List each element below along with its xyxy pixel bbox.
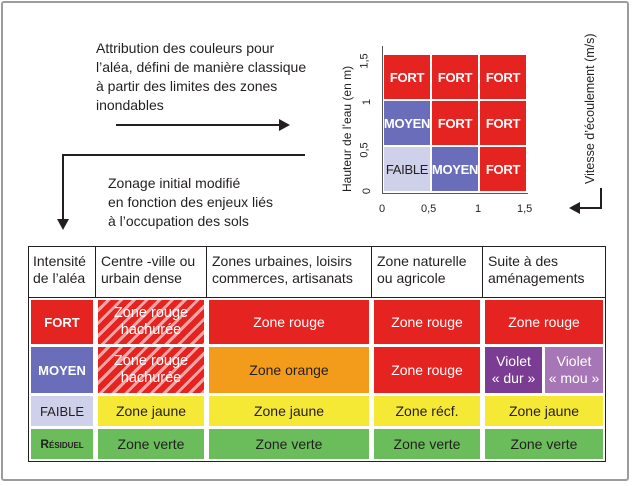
arrow-left-vertical <box>600 188 602 209</box>
header-bottom-line <box>28 297 606 298</box>
cell-faible-urban: Zone jaune <box>209 396 369 426</box>
header-sep-2 <box>206 246 207 298</box>
matrix-y-axis-label: Hauteur de l’eau (en m) <box>340 65 354 192</box>
matrix-cell-fort: FORT <box>431 100 479 146</box>
header-sep-4 <box>482 246 483 298</box>
y-tick-0-5: 0,5 <box>358 142 371 158</box>
header-natural-zone: Zone naturelle ou agricole <box>377 253 467 286</box>
level-fort: FORT <box>31 300 93 344</box>
cell-residuel-natural: Zone verte <box>374 429 480 459</box>
matrix-cell-fort: FORT <box>479 54 527 100</box>
cell-moyen-urban: Zone orange <box>209 347 369 393</box>
matrix-cell-moyen: MOYEN <box>431 146 479 192</box>
header-after-works: Suite à des aménagements <box>488 253 585 286</box>
table-border-right <box>605 246 606 462</box>
level-residuel: Résiduel <box>31 429 93 459</box>
matrix-cell-faible: FAIBLE <box>383 146 431 192</box>
cell-moyen-violet-dur: Violet « dur » <box>485 347 542 393</box>
matrix-cell-fort: FORT <box>479 146 527 192</box>
arrow-right-head <box>279 119 290 131</box>
matrix-cell-moyen: MOYEN <box>383 100 431 146</box>
cell-faible-natural: Zone récf. <box>374 396 480 426</box>
matrix-cell-fort: FORT <box>431 54 479 100</box>
matrix-cell-fort: FORT <box>383 54 431 100</box>
matrix-x-axis-label: Vitesse d’écoulement (m/s) <box>583 33 597 184</box>
arrow-down-vertical <box>62 154 64 220</box>
cell-fort-city: Zone rouge hachurée <box>98 300 204 344</box>
cell-moyen-violet-mou: Violet « mou » <box>545 347 603 393</box>
intro-text-color-attribution: Attribution des couleurs pour l’aléa, défini de manière classique à partir des limites des zones inondables <box>96 40 307 113</box>
cell-residuel-after: Zone verte <box>485 429 603 459</box>
header-sep-1 <box>95 246 96 298</box>
x-tick-0: 0 <box>379 203 386 215</box>
cell-residuel-urban: Zone verte <box>209 429 369 459</box>
x-tick-1-5: 1,5 <box>517 203 533 215</box>
level-faible: FAIBLE <box>31 396 93 426</box>
cell-faible-city: Zone jaune <box>98 396 204 426</box>
cell-residuel-city: Zone verte <box>98 429 204 459</box>
header-city-center: Centre -ville ou urbain dense <box>101 253 196 286</box>
level-moyen: MOYEN <box>31 347 93 393</box>
arrow-left-line <box>579 207 601 209</box>
arrow-down-head <box>57 219 69 230</box>
intro-text-zonage-modified: Zonage initial modifié en fonction des enjeux liés à l’occupation des sols <box>108 175 273 229</box>
cell-moyen-natural: Zone rouge <box>374 347 480 393</box>
cell-faible-after: Zone jaune <box>485 396 603 426</box>
matrix-x-axis <box>382 193 528 194</box>
header-urban-zones: Zones urbaines, loisirs commerces, artisanats <box>212 253 353 286</box>
y-tick-0: 0 <box>361 187 374 195</box>
cell-moyen-city: Zone rouge hachurée <box>98 347 204 393</box>
arrow-down-horizontal <box>62 154 305 156</box>
y-tick-1-5: 1,5 <box>358 53 371 69</box>
x-tick-0-5: 0,5 <box>421 203 437 215</box>
y-tick-1: 1 <box>361 98 374 106</box>
arrow-left-head <box>569 202 580 214</box>
arrow-right-line <box>116 124 280 126</box>
table-border-bottom <box>28 461 606 462</box>
cell-fort-after: Zone rouge <box>485 300 603 344</box>
matrix-cell-fort: FORT <box>479 100 527 146</box>
header-intensity: Intensité de l’aléa <box>33 253 86 286</box>
x-tick-1: 1 <box>475 203 482 215</box>
cell-fort-urban: Zone rouge <box>209 300 369 344</box>
cell-fort-natural: Zone rouge <box>374 300 480 344</box>
header-sep-3 <box>371 246 372 298</box>
